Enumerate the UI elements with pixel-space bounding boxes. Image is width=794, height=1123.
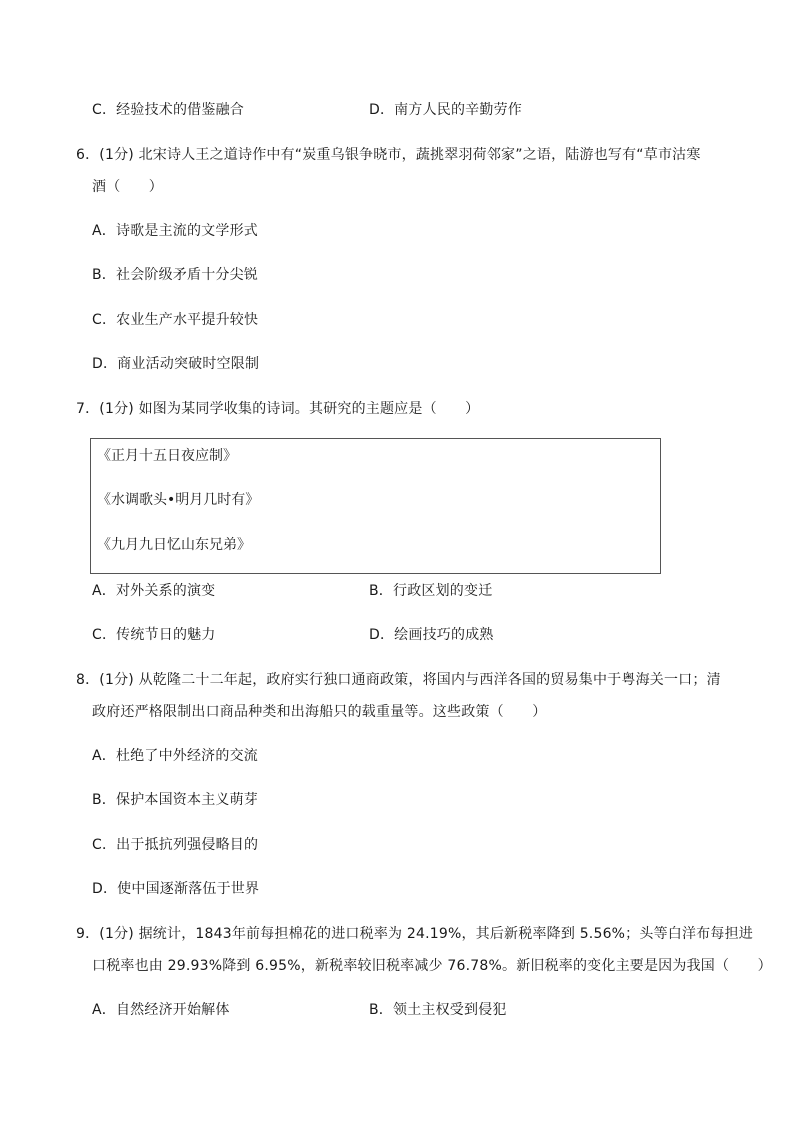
q9-stem-line1: 9．(1分) 据统计，1843年前每担棉花的进口税率为 24.19%，其后新税率降到 5.56%；头等白洋布每担进 — [76, 926, 753, 942]
q7-stem: 7．(1分) 如图为某同学收集的诗词。其研究的主题应是（ ） — [76, 401, 480, 417]
q7-option-d: D．绘画技巧的成熟 — [369, 627, 494, 643]
q8-option-b: B．保护本国资本主义萌芽 — [92, 792, 259, 808]
q6-option-c: C．农业生产水平提升较快 — [92, 312, 259, 328]
q9-stem-line2: 口税率也由 29.93%降到 6.95%，新税率较旧税率减少 76.78%。新旧税率的变化主要是因为我国（ ） — [92, 958, 772, 974]
poem-box — [90, 438, 661, 574]
q8-option-a: A．杜绝了中外经济的交流 — [92, 748, 258, 764]
q6-option-a: A．诗歌是主流的文学形式 — [92, 223, 258, 239]
q6-stem-line1: 6．(1分) 北宋诗人王之道诗作中有“炭重乌银争晓市，蔬挑翠羽荷邻家”之语，陆游也写有“草市沽寒 — [76, 147, 701, 163]
q5-option-d: D．南方人民的辛勤劳作 — [369, 102, 522, 118]
q7-option-c: C．传统节日的魅力 — [92, 627, 216, 643]
q7-option-b: B．行政区划的变迁 — [369, 583, 493, 599]
q6-option-d: D．商业活动突破时空限制 — [92, 356, 260, 372]
q7-option-a: A．对外关系的演变 — [92, 583, 216, 599]
q9-option-a: A．自然经济开始解体 — [92, 1002, 230, 1018]
q8-stem-line1: 8．(1分) 从乾隆二十二年起，政府实行独口通商政策，将国内与西洋各国的贸易集中于粤海关一口；清 — [76, 672, 721, 688]
q8-option-c: C．出于抵抗列强侵略目的 — [92, 837, 259, 853]
q5-option-c: C．经验技术的借鉴融合 — [92, 102, 244, 118]
poem-title-1: 《正月十五日夜应制》 — [97, 448, 237, 464]
q6-option-b: B．社会阶级矛盾十分尖锐 — [92, 267, 259, 283]
poem-title-3: 《九月九日忆山东兄弟》 — [97, 537, 251, 553]
poem-title-2: 《水调歌头•明月几时有》 — [97, 492, 260, 508]
q9-option-b: B．领土主权受到侵犯 — [369, 1002, 507, 1018]
q8-option-d: D．使中国逐渐落伍于世界 — [92, 881, 260, 897]
q6-stem-line2: 酒（ ） — [92, 179, 163, 195]
q8-stem-line2: 政府还严格限制出口商品种类和出海船只的载重量等。这些政策（ ） — [92, 704, 547, 720]
